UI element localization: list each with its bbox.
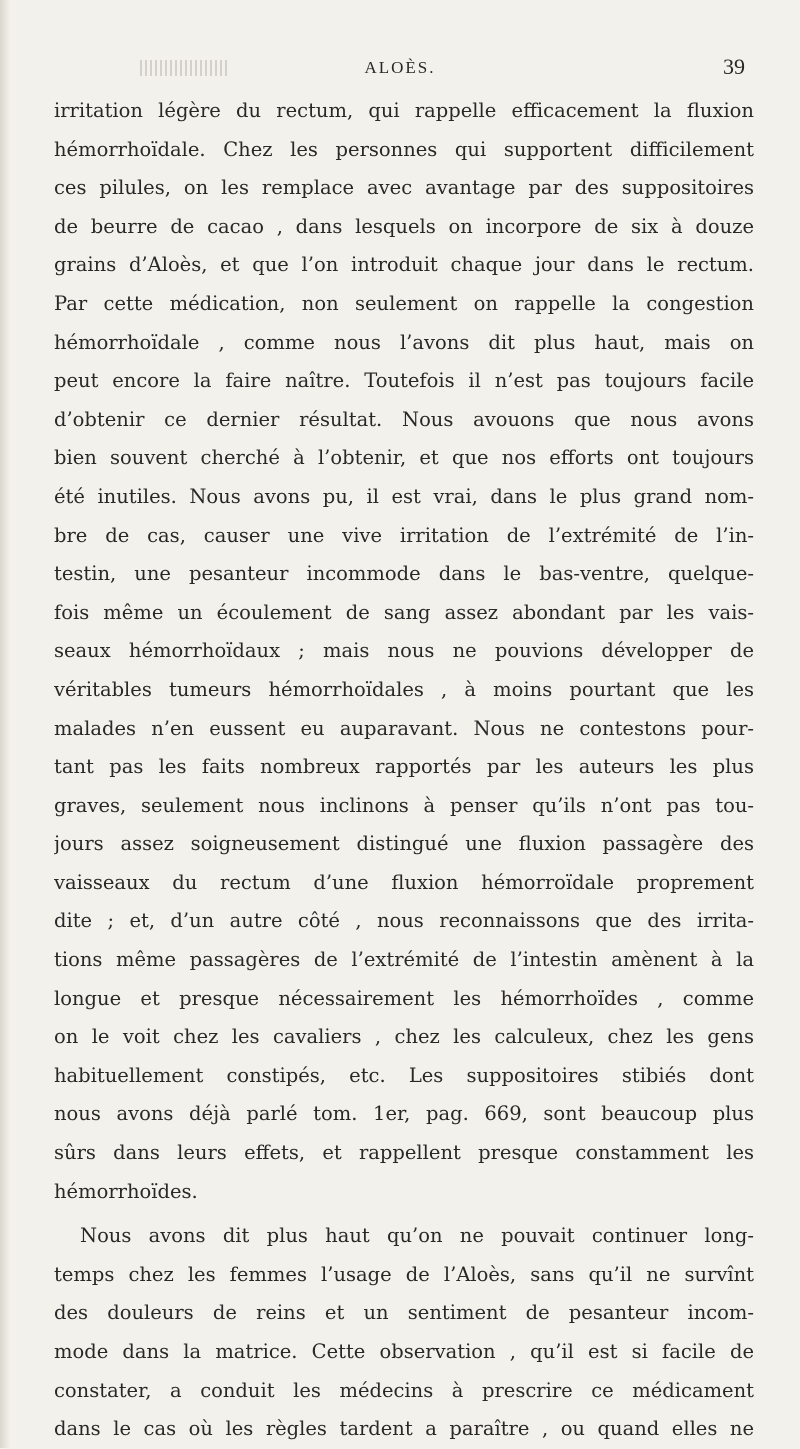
header-title: ALOÈS. [364, 58, 436, 77]
text-line: bien souvent cherché à l’obtenir, et que nos efforts ont toujours [54, 446, 754, 470]
text-line: mode dans la matrice. Cette observation , qu’il est si facile de [54, 1340, 754, 1363]
text-line: hémorrhoïdale. Chez les personnes qui supportent difficilement [54, 137, 754, 161]
text-line: temps chez les femmes l’usage de l’Aloès, sans qu’il ne survînt [54, 1262, 754, 1286]
text-line: testin, une pesanteur incommode dans le bas-ventre, quelque- [54, 562, 754, 586]
text-line: dans le cas où les règles tardent a paraître , ou quand elles ne [54, 1417, 754, 1441]
text-line: hémorrhoïdes. [54, 1179, 198, 1203]
text-line: irritation légère du rectum, qui rappelle efficacement la fluxion [54, 99, 754, 122]
text-line: dite ; et, d’un autre côté , nous reconnaissons que des irrita- [54, 909, 754, 933]
text-line: Par cette médication, non seulement on rappelle la congestion [54, 291, 754, 315]
text-line: tant pas les faits nombreux rapportés par les auteurs les plus [54, 755, 754, 779]
text-line: habituellement constipés, etc. Les suppositoires stibiés dont [54, 1063, 754, 1087]
paragraph-1 [54, 92, 754, 1211]
text-line: grains d’Aloès, et que l’on introduit chaque jour dans le rectum. [54, 253, 754, 277]
text-line: graves, seulement nous inclinons à penser qu’ils n’ont pas tou- [54, 793, 754, 817]
text-line: d’obtenir ce dernier résultat. Nous avouons que nous avons [54, 407, 754, 431]
paragraph-2 [54, 1217, 754, 1449]
text-line: peut encore la faire naître. Toutefois il n’est pas toujours facile [54, 369, 754, 393]
text-line: malades n’en eussent eu auparavant. Nous ne contestons pour- [54, 716, 754, 740]
page-edge-shadow [0, 0, 10, 1448]
text-line: longue et presque nécessairement les hémorrhoïdes , comme [54, 986, 754, 1010]
text-line: ces pilules, on les remplace avec avantage par des suppositoires [54, 176, 754, 200]
text-line: vaisseaux du rectum d’une fluxion hémorroïdale proprement [54, 870, 754, 894]
text-line: été inutiles. Nous avons pu, il est vrai, dans le plus grand nom- [54, 484, 754, 508]
running-head [0, 54, 800, 88]
text-line: des douleurs de reins et un sentiment de pesanteur incom- [54, 1301, 754, 1325]
text-line: nous avons déjà parlé tom. 1er, pag. 669, sont beaucoup plus [54, 1102, 754, 1126]
text-line: véritables tumeurs hémorrhoïdales , à moins pourtant que les [54, 677, 754, 701]
text-line: bre de cas, causer une vive irritation de l’extrémité de l’in- [54, 523, 754, 547]
text-line: sûrs dans leurs effets, et rappellent presque constamment les [54, 1141, 754, 1165]
text-line: tions même passagères de l’extrémité de l’intestin amènent à la [54, 948, 754, 972]
text-line: de beurre de cacao , dans lesquels on incorpore de six à douze [54, 214, 754, 238]
page-number: 39 [723, 54, 745, 79]
text-line: hémorrhoïdale , comme nous l’avons dit plus haut, mais on [54, 330, 754, 354]
body-text [54, 92, 754, 1449]
text-line: fois même un écoulement de sang assez abondant par les vais- [54, 600, 754, 624]
text-line: Nous avons dit plus haut qu’on ne pouvait continuer long- [80, 1224, 754, 1248]
text-line: constater, a conduit les médecins à prescrire ce médicament [54, 1378, 754, 1402]
text-line: on le voit chez les cavaliers , chez les calculeux, chez les gens [54, 1025, 754, 1049]
text-line: seaux hémorrhoïdaux ; mais nous ne pouvions développer de [54, 639, 754, 663]
text-line: jours assez soigneusement distingué une fluxion passagère des [54, 832, 754, 856]
